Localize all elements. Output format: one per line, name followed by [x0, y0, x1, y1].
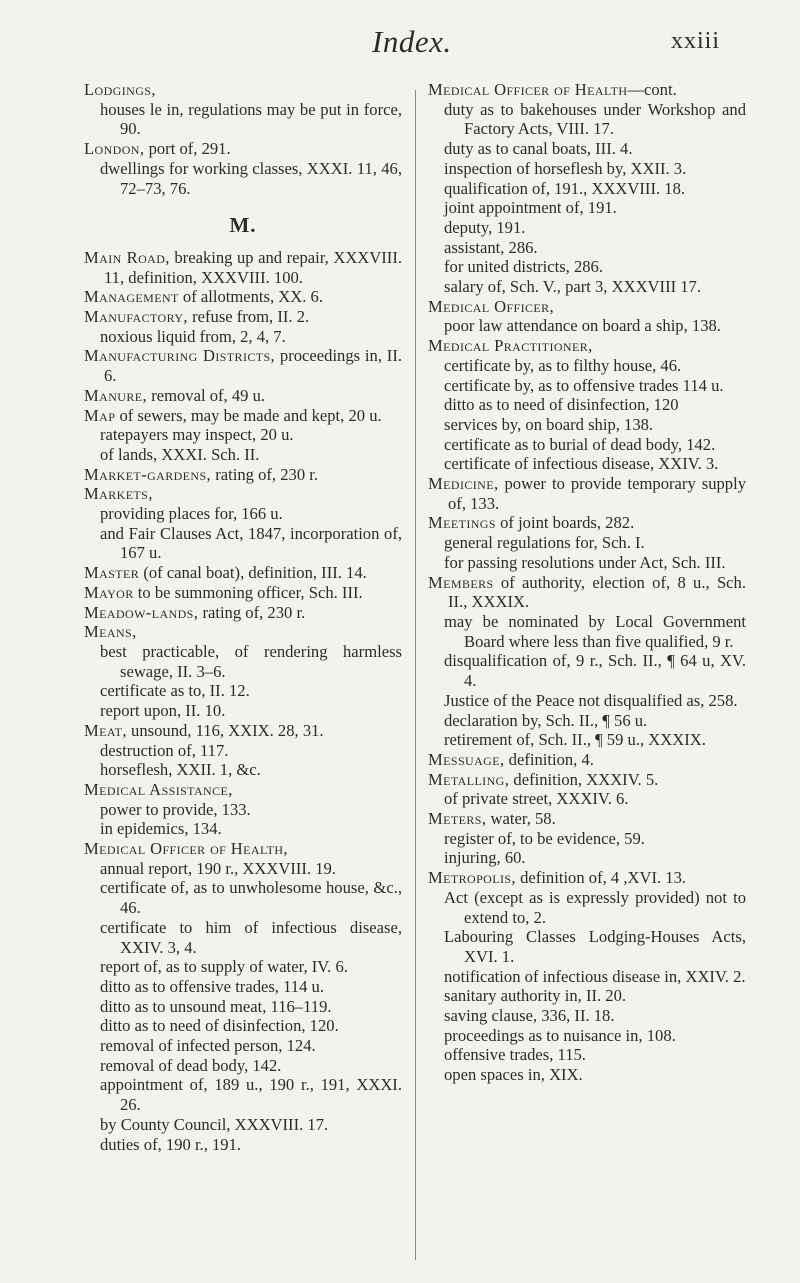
index-heading-text: definition, 4.	[504, 749, 594, 769]
index-heading	[84, 484, 402, 504]
index-heading-text: proceedings in, II. 6.	[104, 346, 403, 386]
index-subentry: for united districts, 286.	[444, 257, 604, 277]
index-subentry: destruction of, 117.	[100, 740, 229, 760]
index-column-left	[84, 80, 402, 1154]
index-heading	[428, 297, 746, 317]
index-keyword: Medicine,	[428, 474, 499, 494]
index-subentry: sanitary authority in, II. 20.	[444, 986, 627, 1006]
index-keyword: Messuage,	[428, 749, 505, 769]
index-keyword: Lodgings,	[84, 80, 156, 99]
index-heading-text: unsound, 116, XXIX. 28, 31.	[126, 720, 324, 740]
index-heading-text: to be summoning officer, Sch. III.	[133, 582, 363, 602]
index-heading	[428, 770, 746, 790]
index-subentry: for passing resolutions under Act, Sch. III.	[444, 552, 726, 572]
index-keyword: Meadow-lands,	[84, 602, 199, 622]
index-keyword: Medical Officer of Health	[428, 80, 628, 99]
index-subentry: certificate as to, II. 12.	[100, 681, 250, 701]
index-subentry: poor law attendance on board a ship, 138.	[444, 316, 721, 336]
index-subentry: proceedings as to nuisance in, 108.	[444, 1025, 676, 1045]
page-number: xxiii	[670, 28, 720, 54]
index-subentry: horseflesh, XXII. 1, &c.	[100, 760, 261, 780]
index-keyword: Means,	[84, 622, 137, 642]
index-heading	[84, 583, 402, 603]
index-heading-text: definition, XXXIV. 5.	[509, 769, 659, 789]
index-heading-text: definition of, 4 ,XVI. 13.	[515, 868, 687, 888]
index-keyword: Medical Assistance,	[84, 779, 233, 799]
index-heading	[428, 750, 746, 770]
index-keyword: Market-gardens,	[84, 464, 212, 484]
index-subentry: and Fair Clauses Act, 1847, incorporation of, 167 u.	[100, 523, 402, 563]
index-subentry: report of, as to supply of water, IV. 6.	[100, 957, 348, 977]
index-subentry: retirement of, Sch. II., ¶ 59 u., XXXIX.	[444, 730, 706, 750]
index-subentry: certificate by, as to offensive trades 114 u.	[444, 375, 724, 395]
index-heading-text: (of canal boat), definition, III. 14.	[139, 563, 367, 583]
column-divider	[415, 90, 416, 1260]
index-subentry: ditto as to unsound meat, 116–119.	[100, 996, 332, 1016]
index-heading	[84, 406, 402, 426]
index-heading	[428, 336, 746, 356]
index-subentry: of private street, XXXIV. 6.	[444, 789, 629, 809]
index-heading	[428, 809, 746, 829]
index-heading-text: of allotments, XX. 6.	[178, 287, 324, 307]
index-keyword: Meetings	[428, 513, 496, 533]
index-heading-text: of authority, election of, 8 u., Sch. II., XXXIX.	[448, 572, 746, 612]
index-heading	[428, 80, 746, 100]
index-subentry: certificate as to burial of dead body, 142.	[444, 434, 716, 454]
index-subentry: certificate of, as to unwholesome house, &c., 46.	[100, 878, 402, 918]
index-subentry: houses le in, regulations may be put in force, 90.	[100, 99, 402, 139]
index-keyword: Manufacturing Districts,	[84, 346, 276, 366]
index-heading-text: power to provide temporary supply of, 133.	[448, 474, 746, 513]
index-heading	[84, 839, 402, 859]
index-subentry: certificate to him of infectious disease, XXIV. 3, 4.	[100, 917, 402, 957]
index-subentry: inspection of horseflesh by, XXII. 3.	[444, 158, 687, 178]
index-subentry: dwellings for working classes, XXXI. 11, 46, 72–73, 76.	[100, 158, 402, 198]
index-subentry: power to provide, 133.	[100, 799, 251, 819]
index-keyword: Mayor	[84, 582, 134, 602]
index-keyword: Map	[84, 405, 116, 425]
index-subentry: notification of infectious disease in, XXIV. 2.	[444, 966, 746, 986]
index-subentry: best practicable, of rendering harmless sewage, II. 3–6.	[100, 641, 402, 681]
index-subentry: ditto as to offensive trades, 114 u.	[100, 976, 324, 996]
index-subentry: offensive trades, 115.	[444, 1045, 586, 1065]
index-heading-text: removal of, 49 u.	[147, 385, 266, 405]
index-keyword: Main Road,	[84, 247, 170, 267]
index-heading	[84, 780, 402, 800]
index-subentry: annual report, 190 r., XXXVIII. 19.	[100, 858, 336, 878]
index-subentry: salary of, Sch. V., part 3, XXXVIII 17.	[444, 277, 702, 297]
index-keyword: Medical Practitioner,	[428, 336, 593, 356]
index-heading	[84, 307, 402, 327]
index-subentry: qualification of, 191., XXXVIII. 18.	[444, 178, 686, 198]
index-heading	[428, 573, 746, 612]
index-subentry: appointment of, 189 u., 190 r., 191, XXXI. 26.	[100, 1075, 402, 1115]
index-subentry: duties of, 190 r., 191.	[100, 1134, 242, 1154]
index-heading-text: breaking up and repair, XXXVIII. 11, definition, XXXVIII. 100.	[104, 247, 402, 287]
index-heading	[84, 465, 402, 485]
index-subentry: report upon, II. 10.	[100, 701, 226, 721]
index-keyword: Meat,	[84, 720, 127, 740]
index-subentry: duty as to bakehouses under Workshop and Factory Acts, VIII. 17.	[444, 99, 746, 139]
index-subentry: ditto as to need of disinfection, 120.	[100, 1016, 339, 1036]
index-subentry: declaration by, Sch. II., ¶ 56 u.	[444, 710, 648, 730]
index-keyword: Master	[84, 563, 140, 583]
index-keyword: Medical Officer,	[428, 296, 555, 316]
index-subentry: saving clause, 336, II. 18.	[444, 1006, 615, 1026]
index-subentry: by County Council, XXXVIII. 17.	[100, 1114, 329, 1134]
index-subentry: may be nominated by Local Government Board where less than five qualified, 9 r.	[444, 611, 746, 651]
index-heading	[428, 513, 746, 533]
index-subentry: disqualification of, 9 r., Sch. II., ¶ 64 u, XV. 4.	[444, 651, 746, 691]
index-heading-text: rating of, 230 r.	[211, 464, 319, 484]
index-keyword: Manufactory,	[84, 307, 188, 327]
index-keyword: Members	[428, 572, 494, 592]
index-subentry: in epidemics, 134.	[100, 819, 222, 839]
index-keyword: Markets,	[84, 484, 153, 504]
index-keyword: Metalling,	[428, 769, 510, 789]
index-heading	[428, 474, 746, 513]
index-subentry: injuring, 60.	[444, 848, 526, 868]
index-subentry: services by, on board ship, 138.	[444, 414, 654, 434]
index-subentry: open spaces in, XIX.	[444, 1065, 583, 1085]
index-subentry: removal of infected person, 124.	[100, 1036, 316, 1056]
index-subentry: assistant, 286.	[444, 237, 538, 257]
index-subentry: general regulations for, Sch. I.	[444, 533, 645, 553]
index-subentry: ditto as to need of disinfection, 120	[444, 395, 679, 415]
index-keyword: Management	[84, 287, 179, 307]
index-keyword: Metropolis,	[428, 868, 516, 888]
index-subentry: Labouring Classes Lodging-Houses Acts, XVI. 1.	[444, 927, 746, 966]
index-heading-text: port of, 291.	[144, 139, 231, 159]
index-subentry: joint appointment of, 191.	[444, 198, 617, 218]
index-subentry: removal of dead body, 142.	[100, 1055, 282, 1075]
section-letter: M.	[229, 213, 257, 238]
index-heading	[84, 721, 402, 741]
index-heading	[84, 386, 402, 406]
index-subentry: ratepayers may inspect, 20 u.	[100, 425, 294, 445]
page-header	[0, 22, 800, 62]
index-subentry: deputy, 191.	[444, 217, 526, 237]
index-heading	[84, 139, 402, 159]
index-heading	[84, 603, 402, 623]
index-heading	[84, 346, 402, 385]
index-heading-text: rating of, 230 r.	[198, 602, 306, 622]
index-subentry: Act (except as is expressly provided) not to extend to, 2.	[444, 887, 746, 927]
index-heading-text: of sewers, may be made and kept, 20 u.	[115, 405, 382, 425]
index-keyword: Manure,	[84, 385, 148, 405]
index-heading	[84, 563, 402, 583]
index-keyword: London,	[84, 139, 145, 159]
index-heading	[84, 622, 402, 642]
index-heading	[84, 80, 402, 100]
index-heading-text: refuse from, II. 2.	[187, 307, 310, 327]
index-heading	[84, 287, 402, 307]
index-keyword: Meters,	[428, 809, 487, 829]
index-heading-text: —cont.	[627, 80, 677, 99]
index-column-right	[428, 80, 746, 1085]
index-heading	[428, 868, 746, 888]
index-subentry: register of, to be evidence, 59.	[444, 828, 645, 848]
index-subentry: Justice of the Peace not disqualified as, 258.	[444, 690, 738, 710]
index-heading	[84, 248, 402, 287]
index-subentry: of lands, XXXI. Sch. II.	[100, 444, 260, 464]
index-subentry: noxious liquid from, 2, 4, 7.	[100, 326, 286, 346]
index-subentry: certificate of infectious disease, XXIV. 3.	[444, 454, 719, 474]
index-heading-text: water, 58.	[486, 809, 556, 829]
index-subentry: duty as to canal boats, III. 4.	[444, 139, 633, 159]
index-subentry: providing places for, 166 u.	[100, 504, 283, 524]
page-title: Index.	[372, 24, 452, 59]
index-heading-text: of joint boards, 282.	[495, 513, 635, 533]
index-subentry: certificate by, as to filthy house, 46.	[444, 355, 682, 375]
index-keyword: Medical Officer of Health,	[84, 839, 288, 859]
